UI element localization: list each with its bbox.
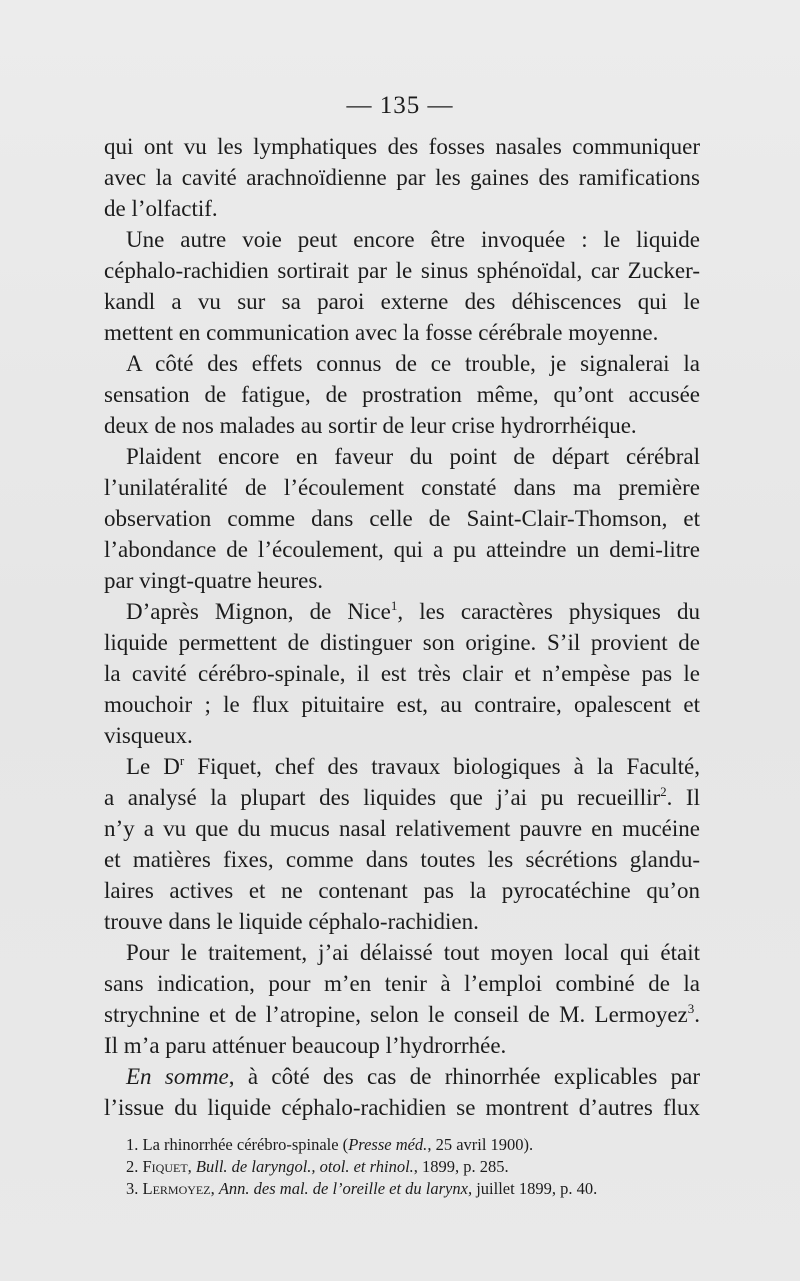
superscript-r: r — [179, 753, 185, 768]
text-line: qui ont vu les lymphatiques des fosses nasales communiquer — [104, 134, 700, 159]
paragraph-start-line: Plaident encore en faveur du point de départ cérébral — [126, 444, 700, 469]
footnote-ref-1[interactable]: 1 — [390, 598, 398, 613]
footnote-3 — [126, 1178, 706, 1200]
footnote-author: Fiquet — [142, 1157, 188, 1176]
footnotes — [126, 1134, 706, 1200]
text-line: visqueux. — [104, 723, 193, 748]
text-fragment: Le D — [126, 754, 180, 779]
text-line: n’y a vu que du mucus nasal relativement pauvre en mucéine — [104, 816, 700, 841]
text-fragment: strychnine et de l’atropine, selon le conseil de M. Lermoyez — [104, 1002, 688, 1027]
footnote-separator: , — [187, 1157, 196, 1176]
text-line: l’issue du liquide céphalo-rachidien se montrent d’autres flux — [104, 1095, 700, 1120]
footnote-number: 2. — [126, 1157, 139, 1176]
paragraph-start-line — [104, 1061, 700, 1092]
text-fragment: . — [694, 1002, 700, 1027]
text-line: avec la cavité arachnoïdienne par les gaines des ramifications — [104, 165, 700, 190]
text-line: la cavité cérébro-spinale, il est très clair et n’empèse pas le — [104, 661, 700, 686]
footnote-journal: Presse méd. — [348, 1135, 428, 1154]
text-line: laires actives et ne contenant pas la pyrocatéchine qu’on — [104, 878, 700, 903]
footnote-separator: , — [210, 1179, 219, 1198]
text-line: de l’olfactif. — [104, 196, 218, 221]
text-line: l’abondance de l’écoulement, qui a pu atteindre un demi-litre — [104, 537, 700, 562]
text-line: deux de nos malades au sortir de leur crise hydrorrhéique. — [104, 413, 637, 438]
text-line: par vingt-quatre heures. — [104, 568, 324, 593]
text-fragment: . Il — [666, 785, 700, 810]
text-fragment: , les caractères physiques du — [397, 599, 700, 624]
footnote-ref-3[interactable]: 3 — [687, 1001, 695, 1016]
text-fragment: Fiquet, chef des travaux biologiques à la Faculté, — [184, 754, 700, 779]
text-line: liquide permettent de distinguer son origine. S’il provient de — [104, 630, 700, 655]
footnote-journal: Bull. de laryngol., otol. et rhinol. — [195, 1157, 414, 1176]
paragraph-start-line — [104, 596, 700, 627]
text-line: kandl a vu sur sa paroi externe des déhiscences qui le — [104, 289, 700, 314]
footnote-ref-2[interactable]: 2 — [660, 784, 667, 799]
text-line: l’unilatéralité de l’écoulement constaté dans ma première — [104, 475, 700, 500]
footnote-text: juillet 1899, p. 40. — [472, 1179, 598, 1198]
footnote-text: , 25 avril 1900). — [427, 1135, 534, 1154]
text-line: sans indication, pour m’en tenir à l’emploi combiné de la — [104, 971, 700, 996]
text-line — [104, 999, 700, 1030]
text-fragment: a analysé la plupart des liquides que j’ai pu recueillir — [104, 785, 661, 810]
footnote-2 — [126, 1156, 706, 1178]
text-line: céphalo-rachidien sortirait par le sinus sphénoïdal, car Zucker- — [104, 258, 700, 283]
text-fragment: , à côté des cas de rhinorrhée explicables par — [228, 1064, 700, 1089]
footnote-text: La rhinorrhée cérébro-spinale ( — [142, 1135, 349, 1154]
text-line: et matières fixes, comme dans toutes les sécrétions glandu- — [104, 847, 700, 872]
text-line: Il m’a paru atténuer beaucoup l’hydrorrhée. — [104, 1033, 507, 1058]
body-text — [104, 131, 700, 1123]
footnote-author: Lermoyez — [142, 1179, 211, 1198]
paragraph-start-line — [104, 751, 700, 782]
text-line: sensation de fatigue, de prostration même, qu’ont accusée — [104, 382, 700, 407]
footnote-number: 1. — [126, 1135, 139, 1154]
paragraph-start-line: Une autre voie peut encore être invoquée : le liquide — [126, 227, 700, 252]
text-line: observation comme dans celle de Saint-Clair-Thomson, et — [104, 506, 700, 531]
text-line: mettent en communication avec la fosse cérébrale moyenne. — [104, 320, 659, 345]
text-line — [104, 782, 700, 813]
footnote-number: 3. — [126, 1179, 139, 1198]
italic-phrase: En somme — [126, 1064, 229, 1089]
footnote-journal: Ann. des mal. de l’oreille et du larynx, — [218, 1179, 473, 1198]
footnote-text: , 1899, p. 285. — [413, 1157, 509, 1176]
page-number: — 135 — — [346, 92, 454, 119]
footnote-1 — [126, 1134, 706, 1156]
text-line: mouchoir ; le flux pituitaire est, au contraire, opalescent et — [104, 692, 700, 717]
paragraph-start-line: Pour le traitement, j’ai délaissé tout moyen local qui était — [126, 940, 700, 965]
text-line: trouve dans le liquide céphalo-rachidien. — [104, 909, 479, 934]
paragraph-start-line: A côté des effets connus de ce trouble, je signalerai la — [126, 351, 700, 376]
text-fragment: D’après Mignon, de Nice — [126, 599, 391, 624]
